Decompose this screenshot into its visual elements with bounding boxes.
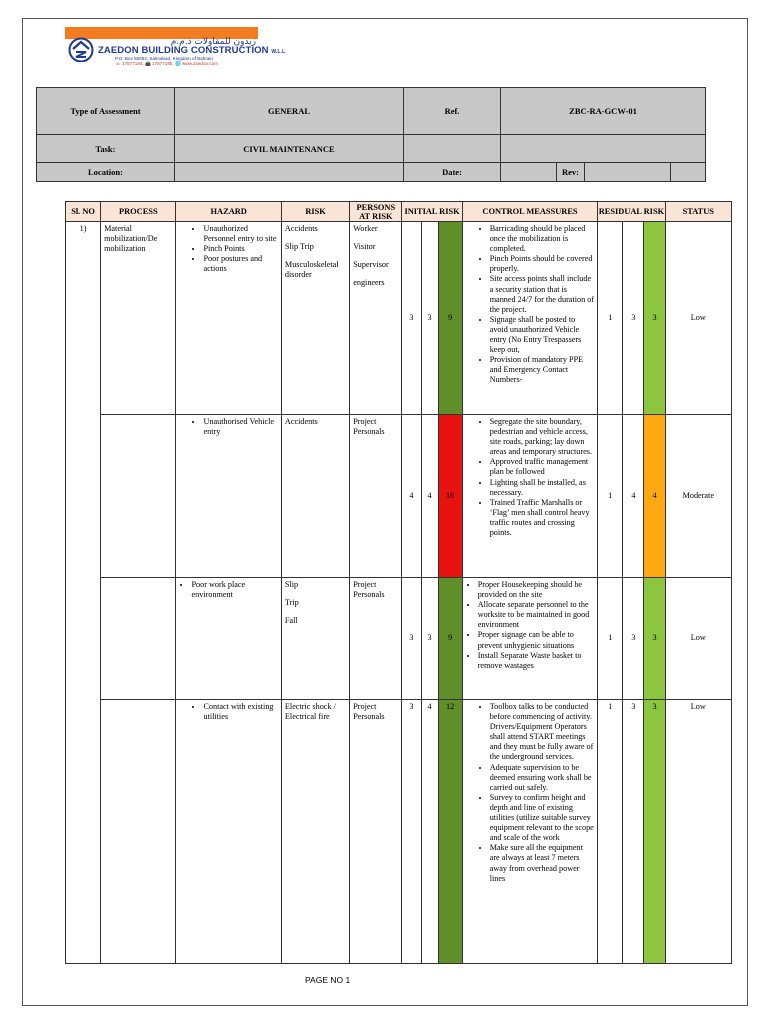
col-header-control-measures: CONTROL MEASSURES	[462, 202, 598, 222]
col-header-sl-no: Sl. NO	[66, 202, 101, 222]
company-name-text: ZAEDON BUILDING CONSTRUCTION	[98, 45, 269, 56]
residual-likelihood: 1	[598, 222, 623, 415]
control-item: • Segregate the site boundary, pedestrian and vehicle access, site roads, parking; lay down areas and temporary structures.	[490, 417, 595, 457]
residual-severity: 4	[623, 415, 644, 578]
col-header-status: STATUS	[665, 202, 731, 222]
control-item: • Proper Housekeeping should be provided on the site	[478, 580, 595, 600]
company-logo-icon	[67, 36, 95, 62]
risk-assessment-table	[65, 201, 732, 964]
control-item: • Provision of mandatory PPE and Emergency Contact Numbers-	[490, 355, 595, 385]
person-item: Worker	[353, 224, 378, 233]
persons-cell	[350, 578, 402, 700]
risk-item: Trip	[284, 598, 299, 608]
process-cell: Material mobilization/De mobilization	[101, 222, 176, 415]
residual-likelihood: 1	[598, 700, 623, 964]
col-header-persons-at-risk: PERSONS AT RISK	[350, 202, 402, 222]
initial-likelihood: 3	[402, 222, 421, 415]
persons-cell	[350, 222, 402, 415]
location-value	[175, 163, 404, 182]
hazard-item: • Pinch Points	[203, 244, 277, 254]
company-arabic-name: زيدون للمقاولات ذ.م.م	[170, 37, 256, 47]
rev-empty-cell	[671, 163, 706, 182]
table-row	[66, 222, 732, 415]
rev-label: Rev:	[557, 163, 585, 182]
risk-cell	[281, 700, 349, 964]
hazard-item: • Unauthorised Vehicle entry	[203, 417, 277, 437]
control-item: • Barricading should be placed once the mobilization is completed.	[490, 224, 595, 254]
hazard-cell	[176, 222, 281, 415]
sl-no-cell: 1)	[66, 222, 101, 964]
assessment-header-table	[36, 87, 706, 182]
control-item: • Proper signage can be able to prevent unhygienic situations	[478, 630, 595, 650]
table-row	[66, 700, 732, 964]
company-address: P.O. Box 50063, Salmabad, Kingdom of Bahrain	[115, 56, 213, 61]
residual-severity: 3	[623, 578, 644, 700]
control-measures-cell	[462, 578, 598, 700]
risk-cell	[281, 222, 349, 415]
control-item: • Trained Traffic Marshalls or ‘Flag’ men shall control heavy traffic routes and crossing points.	[490, 498, 595, 538]
hazard-cell	[176, 578, 281, 700]
control-measures-cell	[462, 222, 598, 415]
person-item: Project Personals	[353, 702, 385, 722]
control-item: • Install Separate Waste basket to remove wastages	[478, 651, 595, 671]
initial-severity: 3	[421, 222, 438, 415]
rev-value	[585, 163, 671, 182]
col-header-initial-risk: INITIAL RISK	[402, 202, 462, 222]
risk-item: Musculoskeletal disorder	[284, 260, 339, 280]
control-item: • Pinch Points should be covered properly.	[490, 254, 595, 274]
residual-likelihood: 1	[598, 578, 623, 700]
task-value: CIVIL MAINTENANCE	[175, 135, 404, 163]
risk-item: Fall	[284, 616, 298, 626]
residual-risk-score: 3	[644, 578, 665, 700]
risk-cell	[281, 415, 349, 578]
control-item: • Survey to confirm height and depth and line of existing utilities (utilize suitable survey equipment relevant to the scope and scale of the work	[490, 793, 595, 843]
date-label: Date:	[404, 163, 501, 182]
hazard-item: • Poor work place environment	[191, 580, 277, 600]
control-item: • Make sure all the equipment are always at least 7 meters away from overhead power lines	[490, 843, 595, 883]
status-cell: Low	[665, 578, 731, 700]
risk-cell	[281, 578, 349, 700]
initial-risk-score: 12	[438, 700, 462, 964]
control-item: • Approved traffic management plan be followed	[490, 457, 595, 477]
initial-risk-score: 9	[438, 222, 462, 415]
initial-risk-score: 9	[438, 578, 462, 700]
risk-item: Slip	[284, 580, 299, 589]
ref-value: ZBC-RA-GCW-01	[501, 88, 706, 135]
residual-risk-score: 4	[644, 415, 665, 578]
control-measures-cell	[462, 415, 598, 578]
residual-severity: 3	[623, 700, 644, 964]
task-empty-cell-2	[501, 135, 706, 163]
process-cell	[101, 578, 176, 700]
type-of-assessment-value: GENERAL	[175, 88, 404, 135]
person-item: engineers	[353, 278, 385, 288]
initial-likelihood: 3	[402, 578, 421, 700]
residual-likelihood: 1	[598, 415, 623, 578]
status-cell: Low	[665, 700, 731, 964]
hazard-item: • Unauthorized Personnel entry to site	[203, 224, 277, 244]
initial-severity: 4	[421, 415, 438, 578]
control-item: • Lighting shall be installed, as necessary.	[490, 478, 595, 498]
location-label: Location:	[37, 163, 175, 182]
residual-risk-score: 3	[644, 222, 665, 415]
initial-likelihood: 4	[402, 415, 421, 578]
status-cell: Moderate	[665, 415, 731, 578]
table-row	[66, 578, 732, 700]
risk-item: Slip Trip	[284, 242, 314, 252]
col-header-hazard: HAZARD	[176, 202, 281, 222]
hazard-item: • Poor postures and actions	[203, 254, 277, 274]
control-measures-cell	[462, 700, 598, 964]
initial-risk-score: 16	[438, 415, 462, 578]
person-item: Project Personals	[353, 417, 385, 437]
hazard-item: • Contact with existing utilities	[203, 702, 277, 722]
risk-item: Electric shock / Electrical fire	[284, 702, 336, 722]
company-suffix: W.L.L	[271, 49, 286, 55]
residual-severity: 3	[623, 222, 644, 415]
col-header-process: PROCESS	[101, 202, 176, 222]
hazard-cell	[176, 700, 281, 964]
residual-risk-score: 3	[644, 700, 665, 964]
col-header-risk: RISK	[281, 202, 349, 222]
initial-severity: 3	[421, 578, 438, 700]
company-logo	[65, 27, 286, 67]
date-value	[501, 163, 557, 182]
process-cell	[101, 700, 176, 964]
task-label: Task:	[37, 135, 175, 163]
control-item: • Signage shall be posted to avoid unauthorized Vehicle entry (No Entry Trespassers keep out,	[490, 315, 595, 355]
table-row	[66, 415, 732, 578]
company-name	[98, 45, 285, 56]
risk-item: Accidents	[284, 417, 318, 426]
person-item: Visitor	[353, 242, 376, 252]
page-number: PAGE NO 1	[305, 975, 351, 985]
person-item: Supervisor	[353, 260, 389, 270]
risk-item: Accidents	[284, 224, 318, 233]
persons-cell	[350, 415, 402, 578]
hazard-cell	[176, 415, 281, 578]
company-contacts: ☏ 17877184, 📠 17877185, 🌐 www.zaedon.com	[115, 61, 218, 66]
process-cell	[101, 415, 176, 578]
initial-severity: 4	[421, 700, 438, 964]
type-of-assessment-label: Type of Assessment	[37, 88, 175, 135]
control-item: • Adequate supervision to be deemed ensuring work shall be carried out safely.	[490, 763, 595, 793]
control-item: • Toolbox talks to be conducted before commencing of activity. Drivers/Equipment Operators shall attend START meetings and they must be fully aware of the underground services.	[490, 702, 595, 763]
control-item: • Site access points shall include a security station that is manned 24/7 for the duration of the project.	[490, 274, 595, 314]
status-cell: Low	[665, 222, 731, 415]
col-header-residual-risk: RESIDUAL RISK	[598, 202, 665, 222]
ref-label: Ref.	[404, 88, 501, 135]
control-item: • Allocate separate personnel to the worksite to be maintained in good environment	[478, 600, 595, 630]
persons-cell	[350, 700, 402, 964]
person-item: Project Personals	[353, 580, 385, 600]
task-empty-cell	[404, 135, 501, 163]
initial-likelihood: 3	[402, 700, 421, 964]
